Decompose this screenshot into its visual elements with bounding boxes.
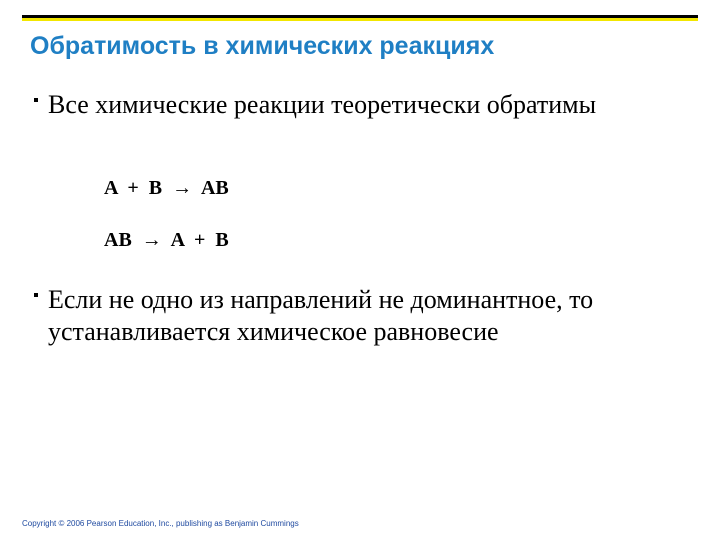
slide-title: Обратимость в химических реакциях [30, 32, 495, 60]
bullet-dot-icon [34, 98, 38, 102]
equation-reverse: AB → A + B [104, 229, 229, 251]
bullet-text: Если не одно из направлений не доминантное, то устанавливается химическое равновесие [48, 285, 594, 346]
copyright-footer: Copyright © 2006 Pearson Education, Inc., publishing as Benjamin Cummings [22, 519, 299, 528]
top-rule-accent [22, 18, 698, 21]
bullet-text: Все химические реакции теоретически обратимы [48, 90, 597, 119]
equation-forward: A + B → AB [104, 177, 229, 199]
bullet-dot-icon [34, 293, 38, 297]
